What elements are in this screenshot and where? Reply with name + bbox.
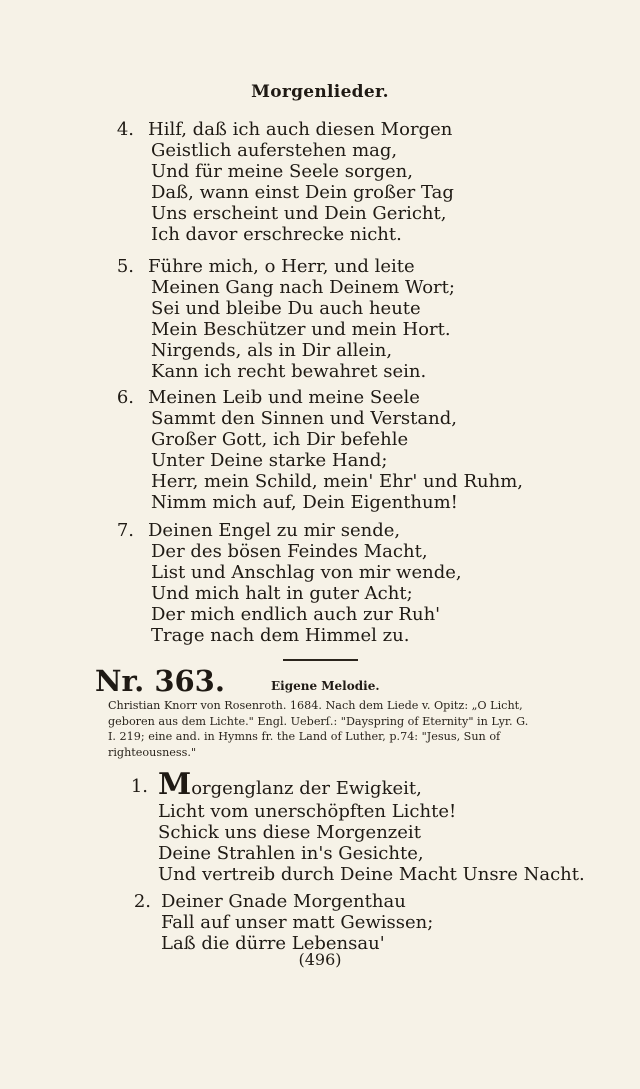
hymn-number: Nr. 363. xyxy=(95,664,225,698)
verse-line: Deiner Gnade Morgenthau xyxy=(161,891,406,912)
verse-line: Licht vom unerschöpften Lichte! xyxy=(158,801,457,822)
verse-line: Deine Strahlen in's Gesichte, xyxy=(158,843,424,864)
verse-line: Ich davor erschrecke nicht. xyxy=(151,224,402,245)
verse-line: Führe mich, o Herr, und leite xyxy=(148,256,415,277)
verse-line: Mein Beschützer und mein Hort. xyxy=(151,319,451,340)
drop-cap: M xyxy=(158,767,192,802)
verse-line: Schick uns diese Morgenzeit xyxy=(158,822,421,843)
verse-line: Uns erscheint und Dein Gericht, xyxy=(151,203,447,224)
attribution-note xyxy=(108,698,552,760)
first-line-text: orgenglanz der Ewigkeit, xyxy=(191,778,422,799)
verse-line: Herr, mein Schild, mein' Ehr' und Ruhm, xyxy=(151,471,524,492)
stanza-number: 6. xyxy=(116,387,134,408)
verse-line: Nimm mich auf, Dein Eigenthum! xyxy=(151,492,458,513)
verse-line: Und für meine Seele sorgen, xyxy=(151,161,413,182)
verse-line: Der mich endlich auch zur Ruh' xyxy=(151,604,441,625)
verse-line: Hilf, daß ich auch diesen Morgen xyxy=(148,119,453,140)
verse-line: Meinen Leib und meine Seele xyxy=(148,387,420,408)
section-divider xyxy=(283,659,358,661)
verse-line: Und vertreib durch Deine Macht Unsre Nacht. xyxy=(158,864,585,885)
verse-line: Und mich halt in guter Acht; xyxy=(151,583,413,604)
attribution-line: I. 219; eine and. in Hymns fr. the Land of Luther, p.74: "Jesus, Sun of xyxy=(108,730,501,743)
verse-line: Trage nach dem Himmel zu. xyxy=(151,625,410,646)
verse-line: Geistlich auferstehen mag, xyxy=(151,140,398,161)
running-head: Morgenlieder. xyxy=(251,82,389,102)
attribution-line: Christian Knorr von Rosenroth. 1684. Nach dem Liede v. Opitz: „O Licht, xyxy=(108,699,523,712)
melody-note: Eigene Melodie. xyxy=(271,679,380,693)
stanza-number: 7. xyxy=(116,520,134,541)
verse-line: Fall auf unser matt Gewissen; xyxy=(161,912,434,933)
verse-line: Nirgends, als in Dir allein, xyxy=(151,340,393,361)
verse-line: List und Anschlag von mir wende, xyxy=(151,562,462,583)
attribution-line: righteousness." xyxy=(108,745,197,759)
verse-line: Sammt den Sinnen und Verstand, xyxy=(151,408,457,429)
attribution-line: geboren aus dem Lichte." Engl. Ueberſ.: "Dayspring of Eternity" in Lyr. G. xyxy=(108,714,529,728)
verse-line: Laß die dürre Lebensau' xyxy=(161,933,385,954)
page-number: (496) xyxy=(298,950,342,969)
verse-line: Unter Deine starke Hand; xyxy=(151,450,388,471)
stanza-number: 2. xyxy=(133,891,151,912)
verse-first-line xyxy=(158,767,422,802)
verse-line: Sei und bleibe Du auch heute xyxy=(151,298,421,319)
verse-line: Deinen Engel zu mir sende, xyxy=(148,520,401,541)
verse-line: Der des bösen Feindes Macht, xyxy=(151,541,428,562)
stanza-number: 1. xyxy=(130,776,148,797)
verse-line: Kann ich recht bewahret sein. xyxy=(151,361,427,382)
stanza-number: 5. xyxy=(116,256,134,277)
verse-line: Daß, wann einst Dein großer Tag xyxy=(151,182,454,203)
stanza-number: 4. xyxy=(116,119,134,140)
verse-line: Großer Gott, ich Dir befehle xyxy=(151,429,409,450)
verse-line: Meinen Gang nach Deinem Wort; xyxy=(151,277,455,298)
